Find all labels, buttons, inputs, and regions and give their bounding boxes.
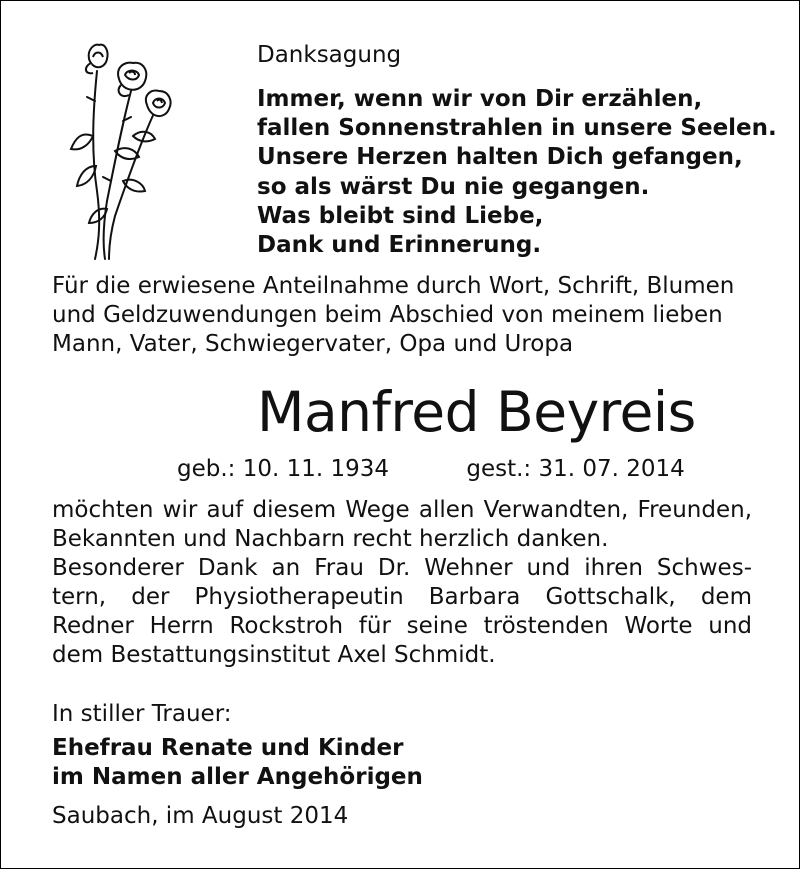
poem-line: Was bleibt sind Liebe, [257,202,544,229]
poem-line: so als wärst Du nie gegangen. [257,173,650,200]
signer-line: im Namen aller Angehörigen [52,764,423,790]
memorial-poem [257,85,777,260]
life-dates [177,454,685,484]
signers [52,734,423,792]
signer-line: Ehefrau Renate und Kinder [52,735,404,761]
thanks-paragraph [52,496,752,670]
body-line: Redner Herrn Rockstroh für seine tröstenden Worte und [52,613,752,639]
body-line: möchten wir auf diesem Wege allen Verwandten, Freunden, [52,497,752,523]
closing-phrase: In stiller Trauer: [52,701,232,727]
intro-line: Mann, Vater, Schwiegervater, Opa und Uropa [52,331,574,357]
intro-paragraph [52,272,754,359]
intro-line: Für die erwiesene Anteilnahme durch Wort, Schrift, Blumen [52,273,735,299]
body-line: Besonderer Dank an Frau Dr. Wehner und ihren Schwes- [52,555,752,581]
poem-line: Immer, wenn wir von Dir erzählen, [257,86,703,112]
body-line: tern, der Physiotherapeutin Barbara Gottschalk, dem [52,584,752,610]
deceased-name: Manfred Beyreis [257,380,696,444]
body-line: Bekannten und Nachbarn recht herzlich danken. [52,526,609,552]
death-date: gest.: 31. 07. 2014 [466,456,685,482]
poem-line: Dank und Erinnerung. [257,232,542,259]
poem-line: Unsere Herzen halten Dich gefangen, [257,144,743,171]
body-line: dem Bestattungsinstitut Axel Schmidt. [52,642,496,668]
roses-illustration [63,41,173,261]
place-and-date: Saubach, im August 2014 [52,803,349,829]
notice-heading: Danksagung [257,42,402,68]
poem-line: fallen Sonnenstrahlen in unsere Seelen. [257,115,777,142]
intro-line: und Geldzuwendungen beim Abschied von meinem lieben [52,302,723,328]
birth-date: geb.: 10. 11. 1934 [177,456,390,482]
